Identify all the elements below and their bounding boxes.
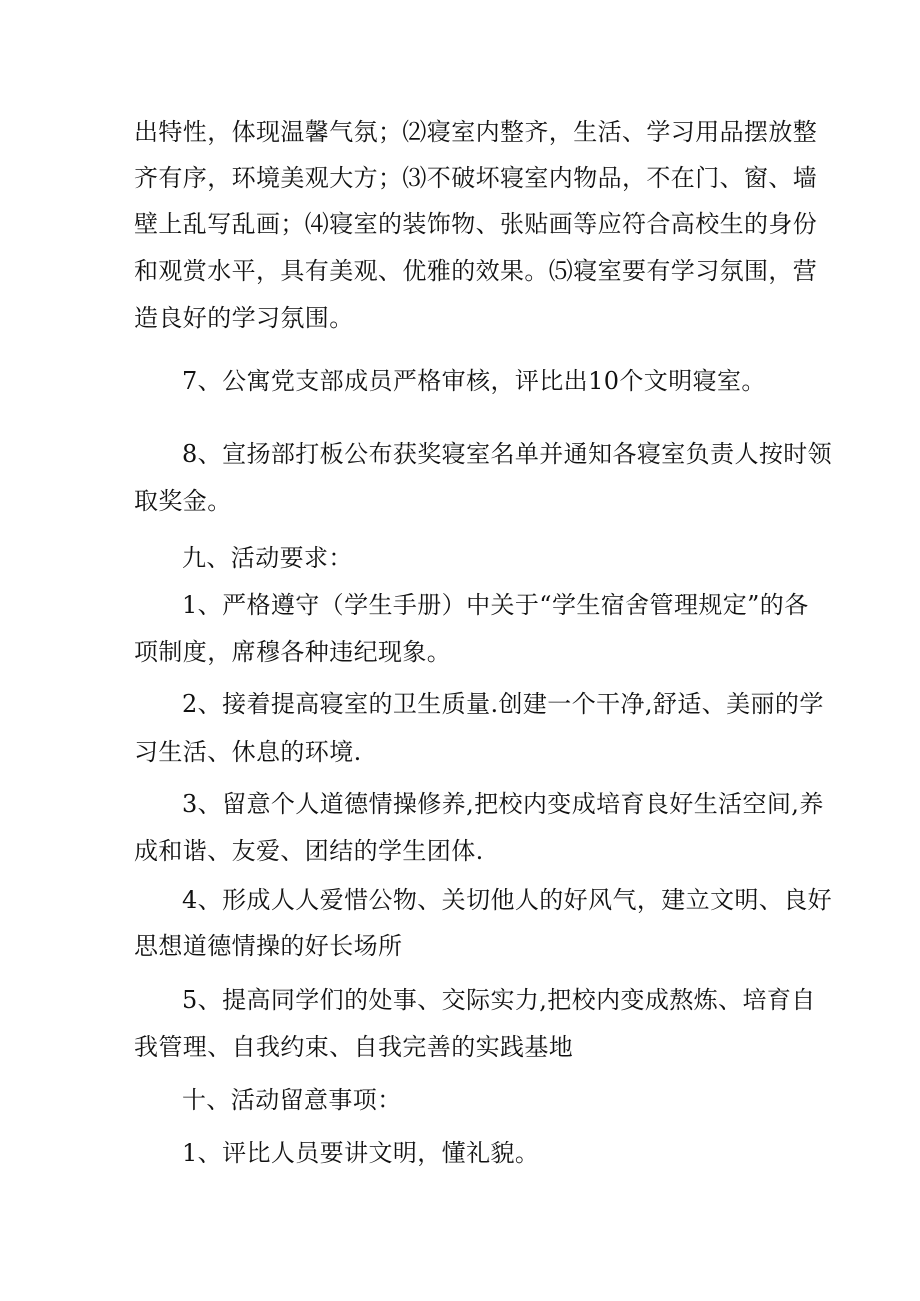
paragraph-line: 1、严格遵守（学生手册）中关于“学生宿舍管理规定”的各 — [182, 591, 809, 619]
paragraph-line: 和观赏水平，具有美观、优雅的效果。⑸寝室要有学习氛围，营 — [134, 257, 818, 285]
paragraph-line: 成和谐、友爱、团结的学生团体. — [134, 837, 484, 865]
paragraph-line: 造良好的学习氛围。 — [134, 304, 354, 332]
paragraph-line: 项制度，席穆各种违纪现象。 — [134, 638, 452, 666]
paragraph-line: 3、留意个人道德情操修养,把校内变成培育良好生活空间,养 — [182, 790, 824, 818]
paragraph-line: 壁上乱写乱画；⑷寝室的装饰物、张贴画等应符合高校生的身份 — [134, 210, 818, 238]
paragraph-line: 4、形成人人爱惜公物、关切他人的好风气，建立文明、良好 — [182, 886, 833, 914]
paragraph-line: 习生活、休息的环境. — [134, 738, 362, 766]
paragraph-line: 思想道德情操的好长场所 — [134, 932, 403, 960]
paragraph-line: 8、宣扬部打板公布获奖寝室名单并通知各寝室负责人按时领 — [182, 440, 833, 468]
paragraph-line: 取奖金。 — [134, 487, 232, 515]
section-heading: 十、活动留意事项： — [182, 1086, 402, 1114]
paragraph-line: 2、接着提高寝室的卫生质量.创建一个干净,舒适、美丽的学 — [182, 690, 824, 718]
section-heading: 九、活动要求： — [182, 544, 353, 572]
paragraph-line: 出特性，体现温馨气氛；⑵寝室内整齐，生活、学习用品摆放整 — [134, 118, 818, 146]
paragraph-line: 7、公寓党支部成员严格审核，评比出10个文明寝室。 — [182, 367, 766, 395]
paragraph-line: 5、提高同学们的处事、交际实力,把校内变成熬炼、培育自 — [182, 986, 816, 1014]
paragraph-line: 齐有序，环境美观大方；⑶不破坏寝室内物品，不在门、窗、墙 — [134, 164, 818, 192]
paragraph-line: 1、评比人员要讲文明，懂礼貌。 — [182, 1139, 540, 1167]
paragraph-line: 我管理、自我约束、自我完善的实践基地 — [134, 1033, 574, 1061]
